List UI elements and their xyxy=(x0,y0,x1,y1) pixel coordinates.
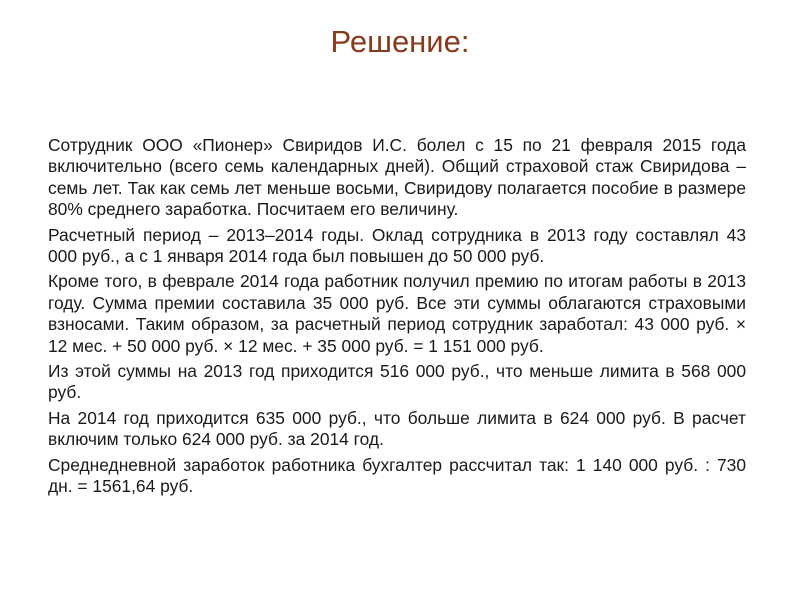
paragraph-2014-limit: На 2014 год приходится 635 000 руб., что больше лимита в 624 000 руб. В расчет включим только 624 000 руб. за 2014 год. xyxy=(48,407,746,450)
paragraph-average-daily-earnings: Среднедневной заработок работника бухгалтер рассчитал так: 1 140 000 руб. : 730 дн. = 1561,64 руб. xyxy=(48,454,746,497)
slide-body xyxy=(48,135,746,502)
paragraph-calculation-period: Расчетный период – 2013–2014 годы. Оклад сотрудника в 2013 году составлял 43 000 руб., а с 1 января 2014 года был повышен до 50 000 руб. xyxy=(48,224,746,267)
paragraph-problem-statement: Сотрудник ООО «Пионер» Свиридов И.С. болел с 15 по 21 февраля 2015 года включительно (всего семь календарных дней). Общий страховой стаж Свиридова – семь лет. Так как семь лет меньше восьми, Свиридову полагается пособие в размере 80% среднего заработка. Посчитаем его величину. xyxy=(48,135,746,220)
paragraph-bonus-and-earnings: Кроме того, в феврале 2014 года работник получил премию по итогам работы в 2013 году. Сумма премии составила 35 000 руб. Все эти суммы облагаются страховыми взносами. Таким образом, за расчетный период сотрудник заработал: 43 000 руб. × 12 мес. + 50 000 руб. × 12 мес. + 35 000 руб. = 1 151 000 руб. xyxy=(48,271,746,356)
paragraph-2013-limit: Из этой суммы на 2013 год приходится 516 000 руб., что меньше лимита в 568 000 руб. xyxy=(48,361,746,403)
slide-title: Решение: xyxy=(330,24,470,59)
